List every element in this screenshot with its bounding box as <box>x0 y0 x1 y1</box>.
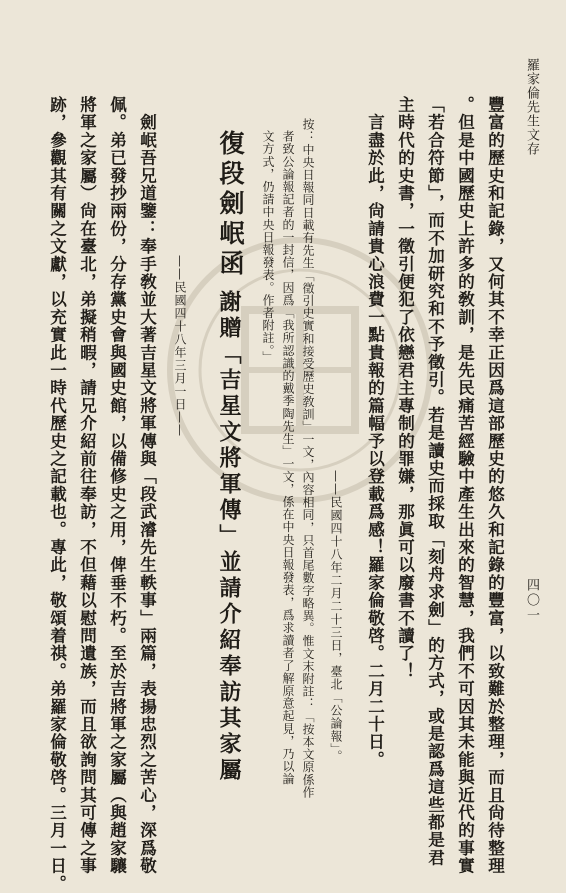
running-head: 羅家倫先生文存 <box>524 58 539 156</box>
body-column: 「若合符節」，而不加研究和不予徵引。若是讀史而採取「刻舟求劍」的方式，或是認爲這些都是君 <box>425 96 445 867</box>
body-column: 跡，參觀其有關之文獻，以充實此一時代歷史之記載也。專此，敬頌着祺。弟羅家倫敬啓。三月一日。 <box>47 96 67 893</box>
body-column: 主時代的史書，一徵引便犯了依戀君主專制的罪嫌，那眞可以廢書不讀了！ <box>395 96 415 681</box>
body-column: 。但是中國歷史上許多的敎訓，是先民痛苦經驗中產生出來的智慧，我們不可因其未能與近代的事實 <box>455 96 475 875</box>
letter2-title: 復段劍岷函 <box>216 130 245 280</box>
note-column: 文方式，仍請中央日報發表。作者附註。」 <box>261 130 275 364</box>
note-column: 者致公論報記者的一封信，因爲「我所認識的戴季陶先生」一文，係在中央日報發表，爲求讀者了解原意起見，乃以論 <box>281 130 295 786</box>
body-column: 劍岷吾兄道鑒：奉手敎並大著吉星文將軍傳與「段武濬先生軼事」兩篇，表揚忠烈之苦心，深爲敬 <box>137 96 157 875</box>
letter1-date-line: ——民國四十八年二月二十三日，臺北「公論報」。 <box>329 470 343 763</box>
body-column: 佩。弟已發抄兩份，分存黨史會與國史館，以備修史之用，俾垂不朽。至於吉將軍之家屬（與趙家驤 <box>107 96 127 875</box>
body-column: 豐富的歷史和記錄，又何其不幸正因爲這部歷史的悠久和記錄的豐富，以致難於整理，而且尙待整理 <box>485 96 505 875</box>
body-column: 將軍之家屬）尙在臺北，弟擬稍暇，請兄介紹前往奉訪，不但藉以慰問遺族，而且欲詢問其可傳之事 <box>77 96 97 875</box>
page-number: 四〇一 <box>524 578 539 623</box>
body-column: 言盡於此，尙請貴心浪費一點貴報的篇幅予以登載爲感！羅家倫敬啓。二月二十日。 <box>365 96 385 769</box>
letter2-date-line: ——民國四十八年三月一日—— <box>173 255 187 437</box>
note-column: 按：中央日報同日載有先生「徵引史實和接受歷史敎訓」一文，內容相同，只首尾數字略異。惟文末附註：「按本文原係作 <box>301 118 315 799</box>
letter2-subtitle: 謝贈「吉星文將軍傳」並請介紹奉訪其家屬 <box>216 290 242 784</box>
